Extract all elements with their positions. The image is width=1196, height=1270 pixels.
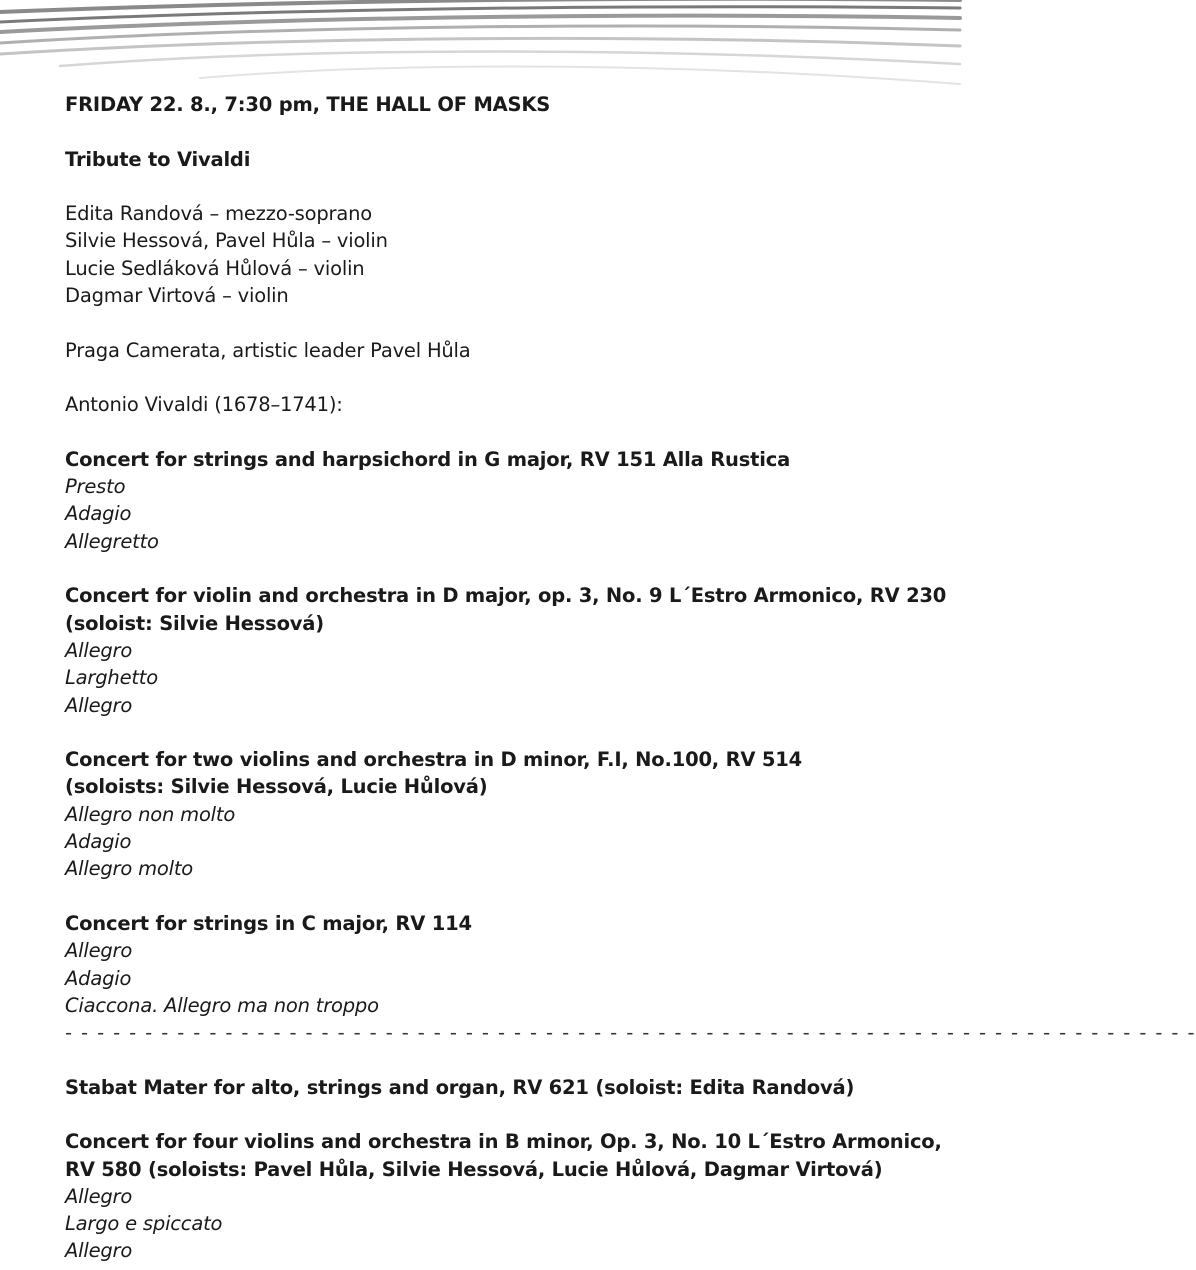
movement: Larghetto <box>65 666 158 690</box>
work-title: Stabat Mater for alto, strings and organ, RV 621 (soloist: Edita Randová) <box>65 1075 855 1099</box>
spacer <box>65 364 945 391</box>
work-block <box>65 1074 945 1101</box>
work-title: Concert for strings in C major, RV 114 <box>65 911 472 935</box>
spacer <box>65 173 945 200</box>
movement: Allegretto <box>65 529 159 553</box>
work-block <box>65 1128 945 1264</box>
performer-line: Lucie Sedláková Hůlová – violin <box>65 256 365 280</box>
movement: Adagio <box>65 966 132 990</box>
performer-line: Dagmar Virtová – violin <box>65 284 289 308</box>
performer-line: Silvie Hessová, Pavel Hůla – violin <box>65 229 388 253</box>
work-block <box>65 746 945 882</box>
spacer <box>65 419 945 446</box>
event-header: FRIDAY 22. 8., 7:30 pm, THE HALL OF MASKS <box>65 93 551 116</box>
spacer <box>65 1046 945 1073</box>
intermission-separator: - - - - - - - - - - - - - - - - - - - - - - - - - - - - - - - - - - - - - - - - - - - - - - - - - - - - - - - - - - - - - - - - - - - - - - - <box>65 1021 1196 1045</box>
composer-line: Antonio Vivaldi (1678–1741): <box>65 393 343 417</box>
work-title: Concert for violin and orchestra in D major, op. 3, No. 9 L´Estro Armonico, RV 230 <box>65 584 947 608</box>
concert-title: Tribute to Vivaldi <box>65 147 251 171</box>
work-title: RV 580 (soloists: Pavel Hůla, Silvie Hessová, Lucie Hůlová, Dagmar Virtová) <box>65 1157 883 1181</box>
movement: Allegro <box>65 693 133 717</box>
decorative-wave-stripes <box>0 0 960 100</box>
work-title: (soloist: Silvie Hessová) <box>65 611 324 635</box>
movement: Allegro <box>65 638 133 662</box>
spacer <box>65 883 945 910</box>
movement: Adagio <box>65 502 132 526</box>
work-title: (soloists: Silvie Hessová, Lucie Hůlová) <box>65 775 488 799</box>
spacer <box>65 1101 945 1128</box>
performer-line: Edita Randová – mezzo-soprano <box>65 202 372 226</box>
movement: Presto <box>65 475 126 499</box>
movement: Adagio <box>65 830 132 854</box>
work-block <box>65 582 945 718</box>
movement: Allegro <box>65 1239 133 1263</box>
work-title: Concert for two violins and orchestra in D minor, F.I, No.100, RV 514 <box>65 748 803 772</box>
program-sheet <box>65 91 1196 1265</box>
spacer <box>65 719 945 746</box>
work-title: Concert for four violins and orchestra in B minor, Op. 3, No. 10 L´Estro Armonico, <box>65 1130 942 1154</box>
movement: Allegro molto <box>65 857 194 881</box>
work-block <box>65 910 945 1019</box>
movement: Ciaccona. Allegro ma non troppo <box>65 993 379 1017</box>
spacer <box>65 118 945 145</box>
movement: Allegro <box>65 939 133 963</box>
ensemble-line: Praga Camerata, artistic leader Pavel Hůla <box>65 338 471 362</box>
movement: Largo e spiccato <box>65 1212 223 1236</box>
work-block <box>65 446 945 555</box>
spacer <box>65 555 945 582</box>
movement: Allegro <box>65 1184 133 1208</box>
movement: Allegro non molto <box>65 802 236 826</box>
work-title: Concert for strings and harpsichord in G major, RV 151 Alla Rustica <box>65 447 791 471</box>
spacer <box>65 309 945 336</box>
